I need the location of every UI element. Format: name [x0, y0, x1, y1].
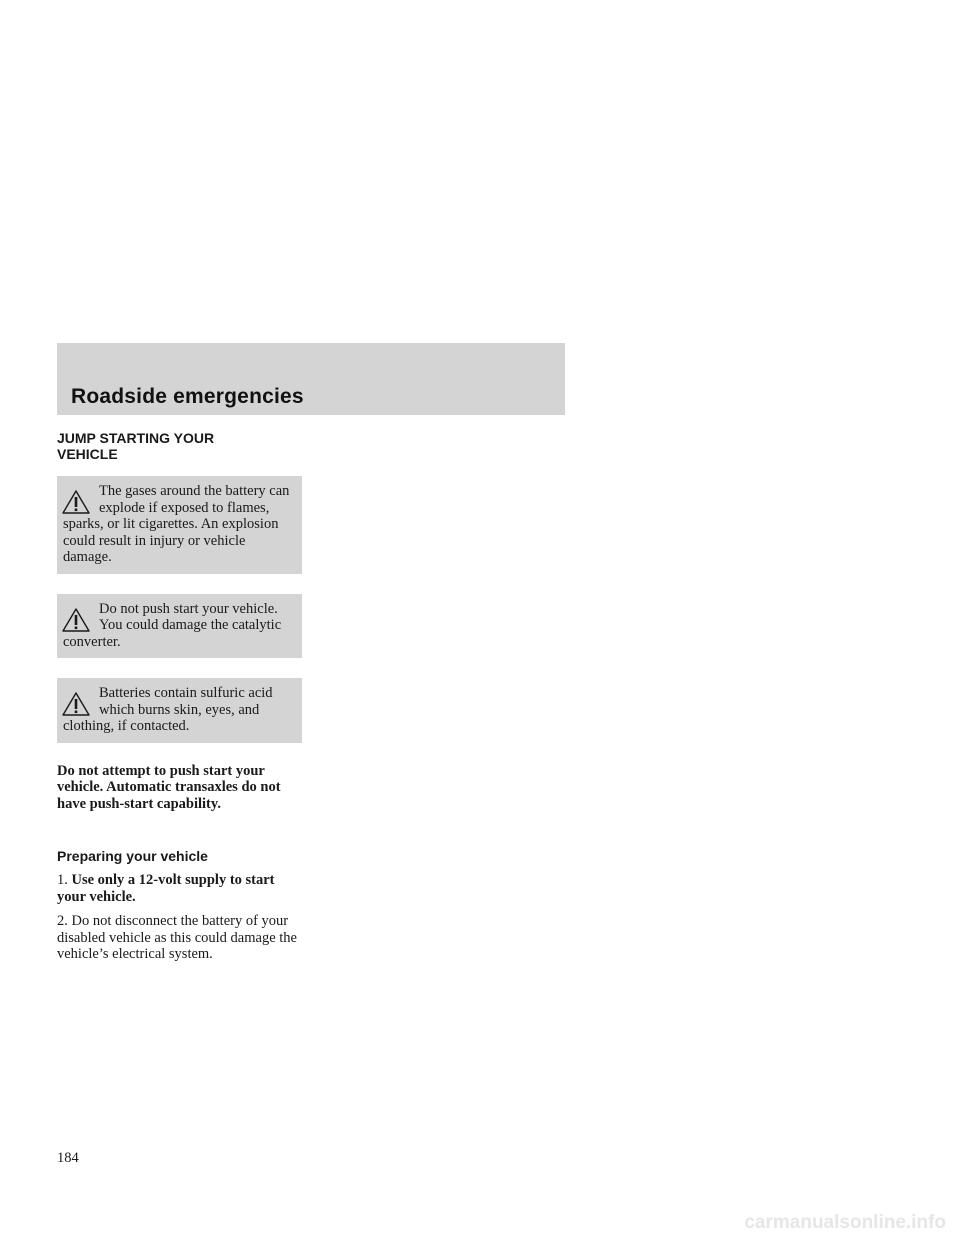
warning-box [57, 594, 302, 659]
page-number: 184 [57, 1150, 79, 1166]
page-content [57, 430, 302, 971]
step-text: Do not disconnect the battery of your disabled vehicle as this could damage the vehicle’s electrical system. [57, 913, 297, 962]
step-number: 1. [57, 872, 68, 888]
section-header-band [57, 343, 565, 415]
warning-box [57, 678, 302, 743]
watermark: carmanualsonline.info [744, 1212, 946, 1233]
warning-text: Batteries contain sulfuric acid which burns skin, eyes, and clothing, if contacted. [63, 685, 273, 734]
warning-text: Do not push start your vehicle. You could damage the catalytic converter. [63, 600, 282, 650]
step-item [57, 872, 302, 905]
step-item [57, 913, 302, 963]
step-text: Use only a 12-volt supply to start your vehicle. [57, 872, 275, 905]
chapter-title: Roadside emergencies [71, 385, 304, 408]
warning-triangle-icon [61, 489, 91, 515]
warning-box [57, 476, 302, 574]
subsection-heading: Preparing your vehicle [57, 848, 208, 864]
section-heading: JUMP STARTING YOUR VEHICLE [57, 430, 215, 462]
step-number: 2. [57, 913, 68, 929]
warning-text: The gases around the battery can explode if exposed to flames, sparks, or lit cigarettes. An explosion could result in injury or vehicle damage. [63, 483, 290, 565]
warning-triangle-icon [61, 691, 91, 717]
push-start-notice: Do not attempt to push start your vehicle. Automatic transaxles do not have push-start capability. [57, 762, 281, 812]
warning-triangle-icon [61, 607, 91, 633]
